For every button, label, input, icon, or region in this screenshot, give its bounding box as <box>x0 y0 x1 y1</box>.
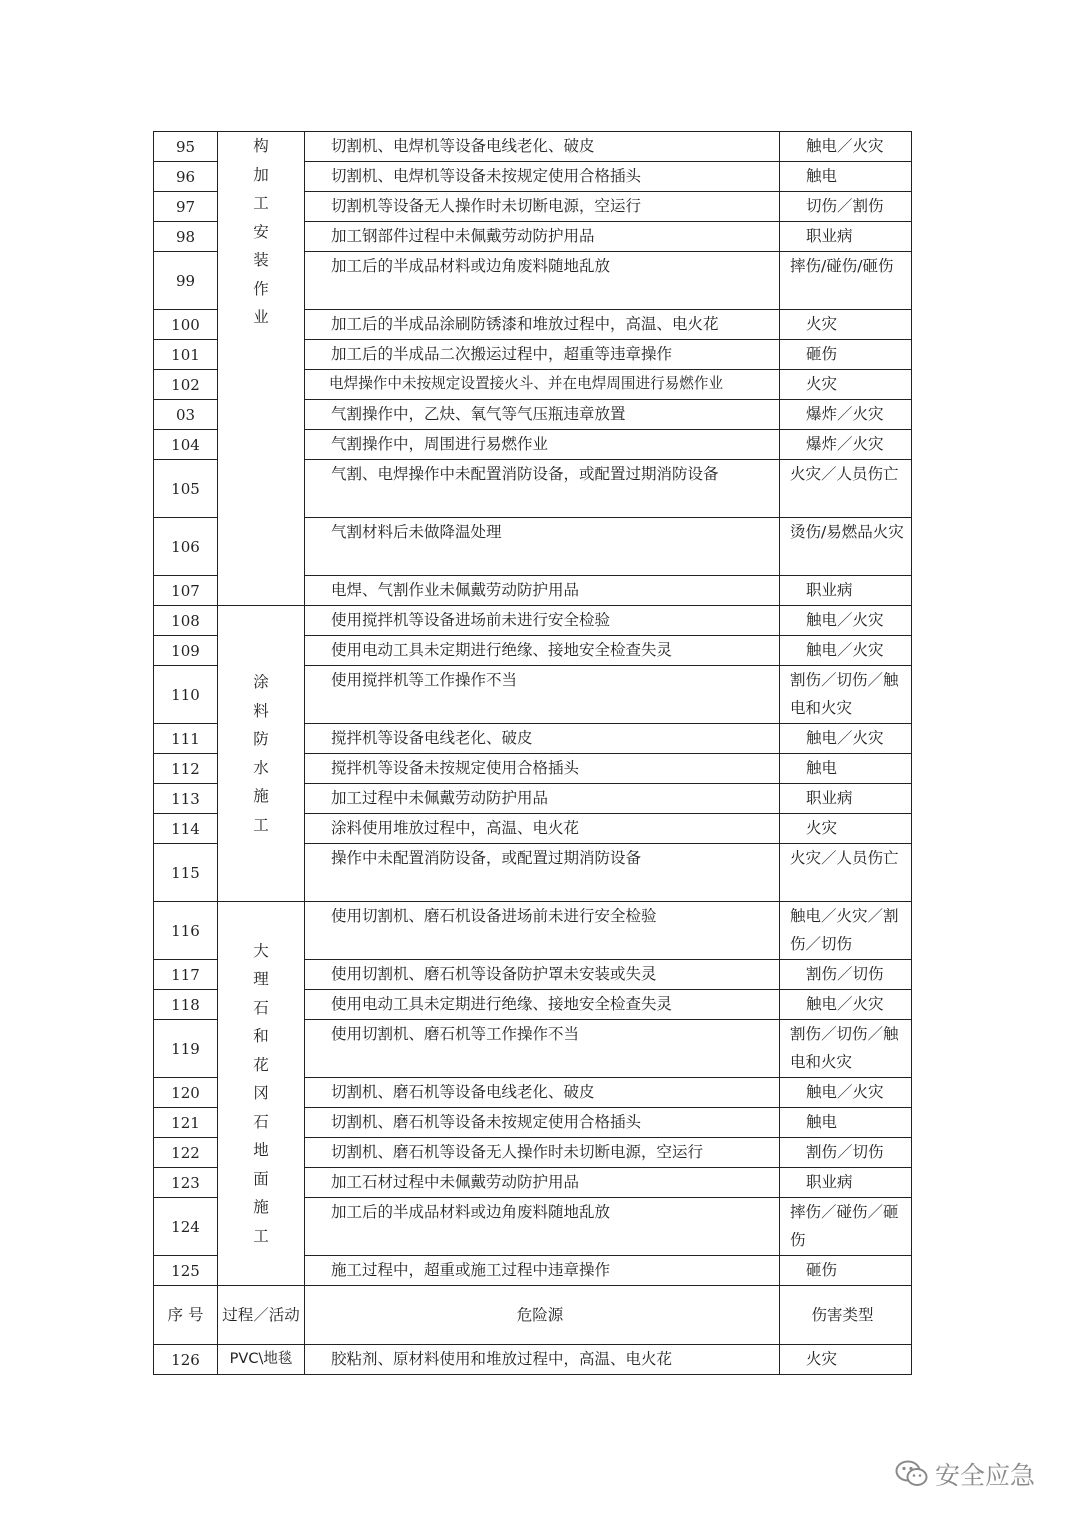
hazard-source: 使用切割机、磨石机等工作操作不当 <box>305 1020 780 1078</box>
row-number: 108 <box>154 606 218 636</box>
row-number: 107 <box>154 576 218 606</box>
table-row <box>154 606 912 636</box>
hazard-source: 搅拌机等设备电线老化、破皮 <box>305 724 780 754</box>
hazard-source: 切割机、电焊机等设备电线老化、破皮 <box>305 132 780 162</box>
process-label: 构加工安装作业 <box>253 137 269 326</box>
row-number: 118 <box>154 990 218 1020</box>
hazard-source: 使用搅拌机等设备进场前未进行安全检验 <box>305 606 780 636</box>
harm-type: 火灾／人员伤亡 <box>780 460 912 518</box>
row-number: 125 <box>154 1256 218 1286</box>
hazard-source: 切割机、磨石机等设备电线老化、破皮 <box>305 1078 780 1108</box>
harm-type: 割伤／切伤 <box>780 1138 912 1168</box>
row-number: 126 <box>154 1345 218 1375</box>
harm-type: 烫伤/易燃品火灾 <box>780 518 912 576</box>
hazard-source: 电焊操作中未按规定设置接火斗、并在电焊周围进行易燃作业 <box>305 370 780 400</box>
row-number: 102 <box>154 370 218 400</box>
process-cell: PVC\地毯 <box>218 1345 305 1375</box>
harm-type: 职业病 <box>780 1168 912 1198</box>
harm-type: 职业病 <box>780 576 912 606</box>
hazard-source: 使用电动工具未定期进行绝缘、接地安全检查失灵 <box>305 990 780 1020</box>
harm-type: 切伤／割伤 <box>780 192 912 222</box>
hazard-table <box>153 131 912 1375</box>
hazard-source: 电焊、气割作业未佩戴劳动防护用品 <box>305 576 780 606</box>
row-number: 111 <box>154 724 218 754</box>
row-number: 105 <box>154 460 218 518</box>
harm-type: 触电／火灾 <box>780 724 912 754</box>
hazard-source: 加工后的半成品涂刷防锈漆和堆放过程中，高温、电火花 <box>305 310 780 340</box>
row-number: 106 <box>154 518 218 576</box>
row-number: 104 <box>154 430 218 460</box>
table-header-row <box>154 1286 912 1345</box>
watermark <box>895 1456 1035 1492</box>
hazard-source: 切割机等设备无人操作时未切断电源，空运行 <box>305 192 780 222</box>
process-cell <box>218 132 305 606</box>
hazard-source: 切割机、磨石机等设备无人操作时未切断电源，空运行 <box>305 1138 780 1168</box>
harm-type: 火灾 <box>780 1345 912 1375</box>
row-number: 98 <box>154 222 218 252</box>
row-number: 99 <box>154 252 218 310</box>
hazard-source: 使用搅拌机等工作操作不当 <box>305 666 780 724</box>
row-number: 115 <box>154 844 218 902</box>
row-number: 100 <box>154 310 218 340</box>
hazard-source: 搅拌机等设备未按规定使用合格插头 <box>305 754 780 784</box>
row-number: 121 <box>154 1108 218 1138</box>
harm-type: 火灾／人员伤亡 <box>780 844 912 902</box>
harm-type: 触电／火灾 <box>780 132 912 162</box>
harm-type: 割伤／切伤／触电和火灾 <box>780 666 912 724</box>
harm-type: 触电／火灾 <box>780 636 912 666</box>
header-number: 序 号 <box>154 1286 218 1345</box>
harm-type: 砸伤 <box>780 1256 912 1286</box>
harm-type: 触电 <box>780 754 912 784</box>
harm-type: 火灾 <box>780 310 912 340</box>
hazard-source: 气割材料后未做降温处理 <box>305 518 780 576</box>
row-number: 119 <box>154 1020 218 1078</box>
hazard-source: 气割、电焊操作中未配置消防设备，或配置过期消防设备 <box>305 460 780 518</box>
harm-type: 爆炸／火灾 <box>780 400 912 430</box>
hazard-source: 操作中未配置消防设备，或配置过期消防设备 <box>305 844 780 902</box>
harm-type: 职业病 <box>780 222 912 252</box>
hazard-source: 施工过程中，超重或施工过程中违章操作 <box>305 1256 780 1286</box>
harm-type: 爆炸／火灾 <box>780 430 912 460</box>
row-number: 113 <box>154 784 218 814</box>
row-number: 101 <box>154 340 218 370</box>
harm-type: 职业病 <box>780 784 912 814</box>
process-cell <box>218 606 305 902</box>
harm-type: 摔伤／碰伤／砸伤 <box>780 1198 912 1256</box>
row-number: 96 <box>154 162 218 192</box>
row-number: 122 <box>154 1138 218 1168</box>
process-cell <box>218 902 305 1286</box>
wechat-icon <box>895 1459 929 1489</box>
row-number: 123 <box>154 1168 218 1198</box>
table-row <box>154 1345 912 1375</box>
hazard-source: 胶粘剂、原材料使用和堆放过程中，高温、电火花 <box>305 1345 780 1375</box>
process-label: 大理石和花冈石地面施工 <box>253 941 269 1245</box>
harm-type: 割伤／切伤 <box>780 960 912 990</box>
hazard-source: 使用切割机、磨石机等设备防护罩未安装或失灵 <box>305 960 780 990</box>
row-number: 109 <box>154 636 218 666</box>
row-number: 120 <box>154 1078 218 1108</box>
row-number: 03 <box>154 400 218 430</box>
harm-type: 触电／火灾 <box>780 606 912 636</box>
hazard-source: 加工石材过程中未佩戴劳动防护用品 <box>305 1168 780 1198</box>
table-row <box>154 902 912 960</box>
table-row <box>154 132 912 162</box>
hazard-source: 切割机、电焊机等设备未按规定使用合格插头 <box>305 162 780 192</box>
watermark-text: 安全应急 <box>935 1461 1036 1490</box>
harm-type: 割伤／切伤／触电和火灾 <box>780 1020 912 1078</box>
hazard-source: 加工后的半成品二次搬运过程中，超重等违章操作 <box>305 340 780 370</box>
row-number: 114 <box>154 814 218 844</box>
header-type: 伤害类型 <box>780 1286 912 1345</box>
hazard-source: 使用电动工具未定期进行绝缘、接地安全检查失灵 <box>305 636 780 666</box>
harm-type: 触电／火灾 <box>780 990 912 1020</box>
hazard-source: 气割操作中，乙炔、氧气等气压瓶违章放置 <box>305 400 780 430</box>
hazard-source: 加工后的半成品材料或边角废料随地乱放 <box>305 1198 780 1256</box>
row-number: 117 <box>154 960 218 990</box>
row-number: 112 <box>154 754 218 784</box>
harm-type: 摔伤/碰伤/砸伤 <box>780 252 912 310</box>
row-number: 95 <box>154 132 218 162</box>
hazard-source: 加工过程中未佩戴劳动防护用品 <box>305 784 780 814</box>
hazard-source: 切割机、磨石机等设备未按规定使用合格插头 <box>305 1108 780 1138</box>
hazard-source: 涂料使用堆放过程中，高温、电火花 <box>305 814 780 844</box>
harm-type: 触电／火灾／割伤／切伤 <box>780 902 912 960</box>
header-hazard: 危险源 <box>305 1286 780 1345</box>
hazard-source: 使用切割机、磨石机设备进场前未进行安全检验 <box>305 902 780 960</box>
harm-type: 火灾 <box>780 370 912 400</box>
harm-type: 触电 <box>780 1108 912 1138</box>
hazard-source: 加工钢部件过程中未佩戴劳动防护用品 <box>305 222 780 252</box>
row-number: 116 <box>154 902 218 960</box>
harm-type: 触电／火灾 <box>780 1078 912 1108</box>
header-process: 过程／活动 <box>218 1286 305 1345</box>
harm-type: 火灾 <box>780 814 912 844</box>
harm-type: 砸伤 <box>780 340 912 370</box>
hazard-source: 加工后的半成品材料或边角废料随地乱放 <box>305 252 780 310</box>
harm-type: 触电 <box>780 162 912 192</box>
process-label: 涂料防水施工 <box>253 673 269 834</box>
row-number: 124 <box>154 1198 218 1256</box>
row-number: 110 <box>154 666 218 724</box>
row-number: 97 <box>154 192 218 222</box>
hazard-source: 气割操作中，周围进行易燃作业 <box>305 430 780 460</box>
